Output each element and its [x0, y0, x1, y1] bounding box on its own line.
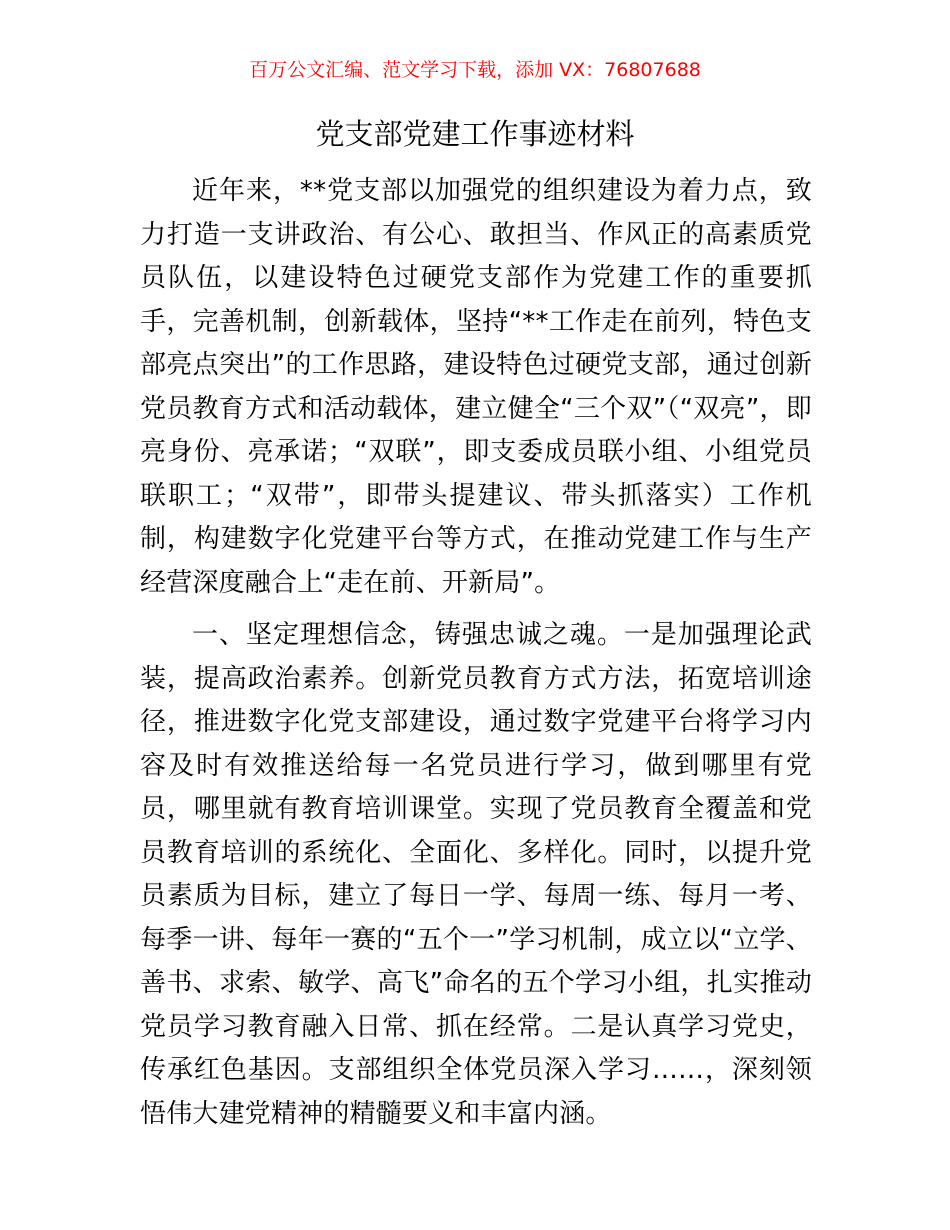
paragraph-intro: 近年来，**党支部以加强党的组织建设为着力点，致力打造一支讲政治、有公心、敢担当、作风正的高素质党员队伍，以建设特色过硬党支部作为党建工作的重要抓手，完善机制，创新载体，坚持“**工作走在前列，特色支部亮点突出”的工作思路，建设特色过硬党支部，通过创新党员教育方式和活动载体，建立健全“三个双”（“双亮”，即亮身份、亮承诺；“双联”，即支委成员联小组、小组党员联职工；“双带”，即带头提建议、带头抓落实）工作机制，构建数字化党建平台等方式，在推动党建工作与生产经营深度融合上“走在前、开新局”。 — [140, 176, 812, 598]
document-title: 党支部党建工作事迹材料 — [315, 117, 635, 151]
paragraph-section-one: 一、坚定理想信念，铸强忠诚之魂。一是加强理论武装，提高政治素养。创新党员教育方式方法，拓宽培训途径，推进数字化党支部建设，通过数字党建平台将学习内容及时有效推送给每一名党员进行学习，做到哪里有党员，哪里就有教育培训课堂。实现了党员教育全覆盖和党员教育培训的系统化、全面化、多样化。同时，以提升党员素质为目标，建立了每日一学、每周一练、每月一考、每季一讲、每年一赛的“五个一”学习机制，成立以“立学、善书、求索、敏学、高飞”命名的五个学习小组，扎实推动党员学习教育融入日常、抓在经常。二是认真学习党史，传承红色基因。支部组织全体党员深入学习……，深刻领悟伟大建党精神的精髓要义和丰富内涵。 — [140, 620, 812, 1129]
watermark-header: 百万公文汇编、范文学习下载，添加 VX：76807688 — [249, 59, 701, 81]
